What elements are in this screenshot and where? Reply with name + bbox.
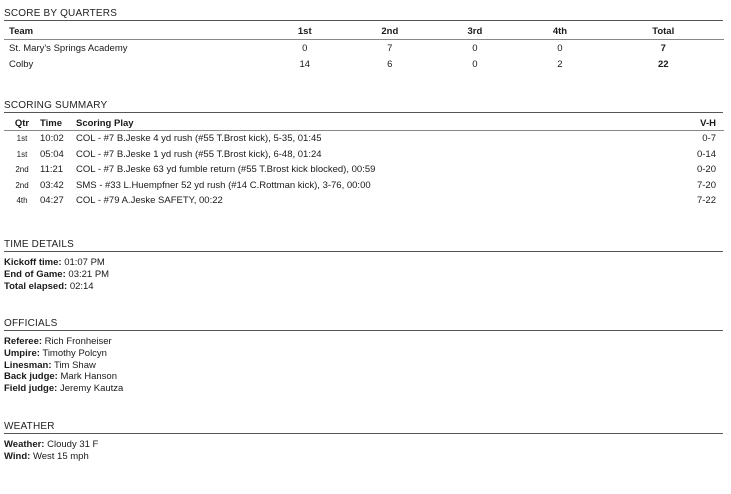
col-q4: 4th — [517, 24, 602, 40]
item-value: Timothy Polcyn — [42, 347, 107, 359]
time-details-section — [4, 239, 723, 292]
item-label: Total elapsed: — [4, 280, 68, 292]
table-row — [4, 147, 724, 163]
q1-score: 0 — [302, 42, 308, 54]
col-q2: 2nd — [347, 24, 432, 40]
scoring-summary-section — [4, 100, 724, 209]
item-label: Referee: — [4, 336, 43, 347]
table-row — [4, 193, 724, 209]
col-q1: 1st — [262, 24, 347, 40]
scoring-header-row — [4, 116, 724, 131]
col-qtr: Qtr — [4, 116, 40, 131]
table-row — [4, 56, 724, 72]
vh-score: 0-20 — [696, 164, 716, 176]
col-team: Team — [4, 24, 262, 40]
score-by-quarters-table — [4, 24, 724, 72]
team-name: Colby — [9, 58, 34, 70]
vh-score: 0-14 — [696, 148, 716, 160]
scoring-play: COL - #7 B.Jeske 63 yd fumble return (#55 T.Brost kick blocked), 00:59 — [76, 164, 376, 176]
list-item — [4, 348, 723, 360]
time: 11:21 — [40, 164, 64, 176]
score-header-row — [4, 24, 724, 40]
qtr: 1st — [16, 149, 28, 159]
col-scoring-play: Scoring Play — [76, 116, 676, 131]
list-item — [4, 360, 723, 372]
q3-score: 0 — [472, 58, 478, 70]
time: 03:42 — [40, 179, 64, 191]
list-item — [4, 257, 723, 269]
total-score: 22 — [657, 58, 669, 70]
item-label: Linesman: — [4, 359, 52, 371]
officials-title: OFFICIALS — [4, 318, 723, 331]
item-value: 02:14 — [69, 280, 94, 292]
score-by-quarters-section — [4, 8, 724, 72]
time-details-title: TIME DETAILS — [4, 239, 723, 252]
scoring-play: COL - #7 B.Jeske 1 yd rush (#55 T.Brost kick), 6-48, 01:24 — [76, 148, 322, 160]
qtr: 2nd — [15, 165, 29, 175]
item-label: Weather: — [4, 439, 45, 450]
list-item — [4, 451, 723, 463]
time: 04:27 — [40, 195, 64, 207]
item-label: Field judge: — [4, 383, 58, 395]
item-label: End of Game: — [4, 268, 66, 280]
item-value: Tim Shaw — [53, 359, 96, 371]
col-total: Total — [602, 24, 724, 40]
item-value: 01:07 PM — [64, 257, 105, 268]
item-label: Back judge: — [4, 371, 58, 383]
vh-score: 7-20 — [696, 179, 716, 191]
list-item — [4, 281, 723, 293]
item-label: Kickoff time: — [4, 257, 62, 268]
officials-list — [4, 336, 723, 395]
vh-score: 7-22 — [696, 195, 716, 207]
list-item — [4, 269, 723, 281]
q2-score: 6 — [387, 58, 393, 70]
time: 05:04 — [40, 148, 64, 160]
score-by-quarters-title: SCORE BY QUARTERS — [4, 8, 723, 21]
weather-list — [4, 439, 723, 463]
qtr: 1st — [16, 134, 28, 144]
col-q3: 3rd — [432, 24, 517, 40]
item-label: Umpire: — [4, 347, 40, 359]
item-value: 03:21 PM — [68, 268, 110, 280]
total-score: 7 — [660, 42, 666, 54]
item-value: West 15 mph — [32, 450, 89, 462]
item-value: Cloudy 31 F — [47, 439, 99, 450]
col-vh: V-H — [676, 116, 724, 131]
item-value: Rich Fronheiser — [44, 336, 112, 347]
time-details-list — [4, 257, 723, 292]
list-item — [4, 439, 723, 451]
vh-score: 0-7 — [702, 133, 716, 145]
item-value: Jeremy Kautza — [59, 383, 124, 395]
scoring-play: SMS - #33 L.Huempfner 52 yd rush (#14 C.Rottman kick), 3-76, 00:00 — [76, 179, 371, 191]
item-label: Wind: — [4, 450, 31, 462]
qtr: 4th — [16, 196, 28, 206]
table-row — [4, 162, 724, 178]
q4-score: 2 — [557, 58, 563, 70]
team-name: St. Mary's Springs Academy — [9, 42, 128, 54]
table-row — [4, 178, 724, 194]
q3-score: 0 — [472, 42, 478, 54]
table-row — [4, 131, 724, 147]
list-item — [4, 336, 723, 348]
q1-score: 14 — [299, 58, 311, 70]
q4-score: 0 — [557, 42, 563, 54]
time: 10:02 — [40, 133, 64, 145]
q2-score: 7 — [387, 42, 393, 54]
list-item — [4, 371, 723, 383]
qtr: 2nd — [15, 180, 29, 190]
scoring-summary-title: SCORING SUMMARY — [4, 100, 723, 113]
item-value: Mark Hanson — [60, 371, 117, 383]
list-item — [4, 383, 723, 395]
scoring-play: COL - #7 B.Jeske 4 yd rush (#55 T.Brost kick), 5-35, 01:45 — [76, 133, 322, 145]
officials-section — [4, 318, 723, 395]
weather-section — [4, 421, 723, 463]
weather-title: WEATHER — [4, 421, 723, 434]
col-time: Time — [40, 116, 76, 131]
table-row — [4, 40, 724, 57]
scoring-play: COL - #79 A.Jeske SAFETY, 00:22 — [76, 195, 223, 207]
scoring-summary-table — [4, 116, 724, 209]
